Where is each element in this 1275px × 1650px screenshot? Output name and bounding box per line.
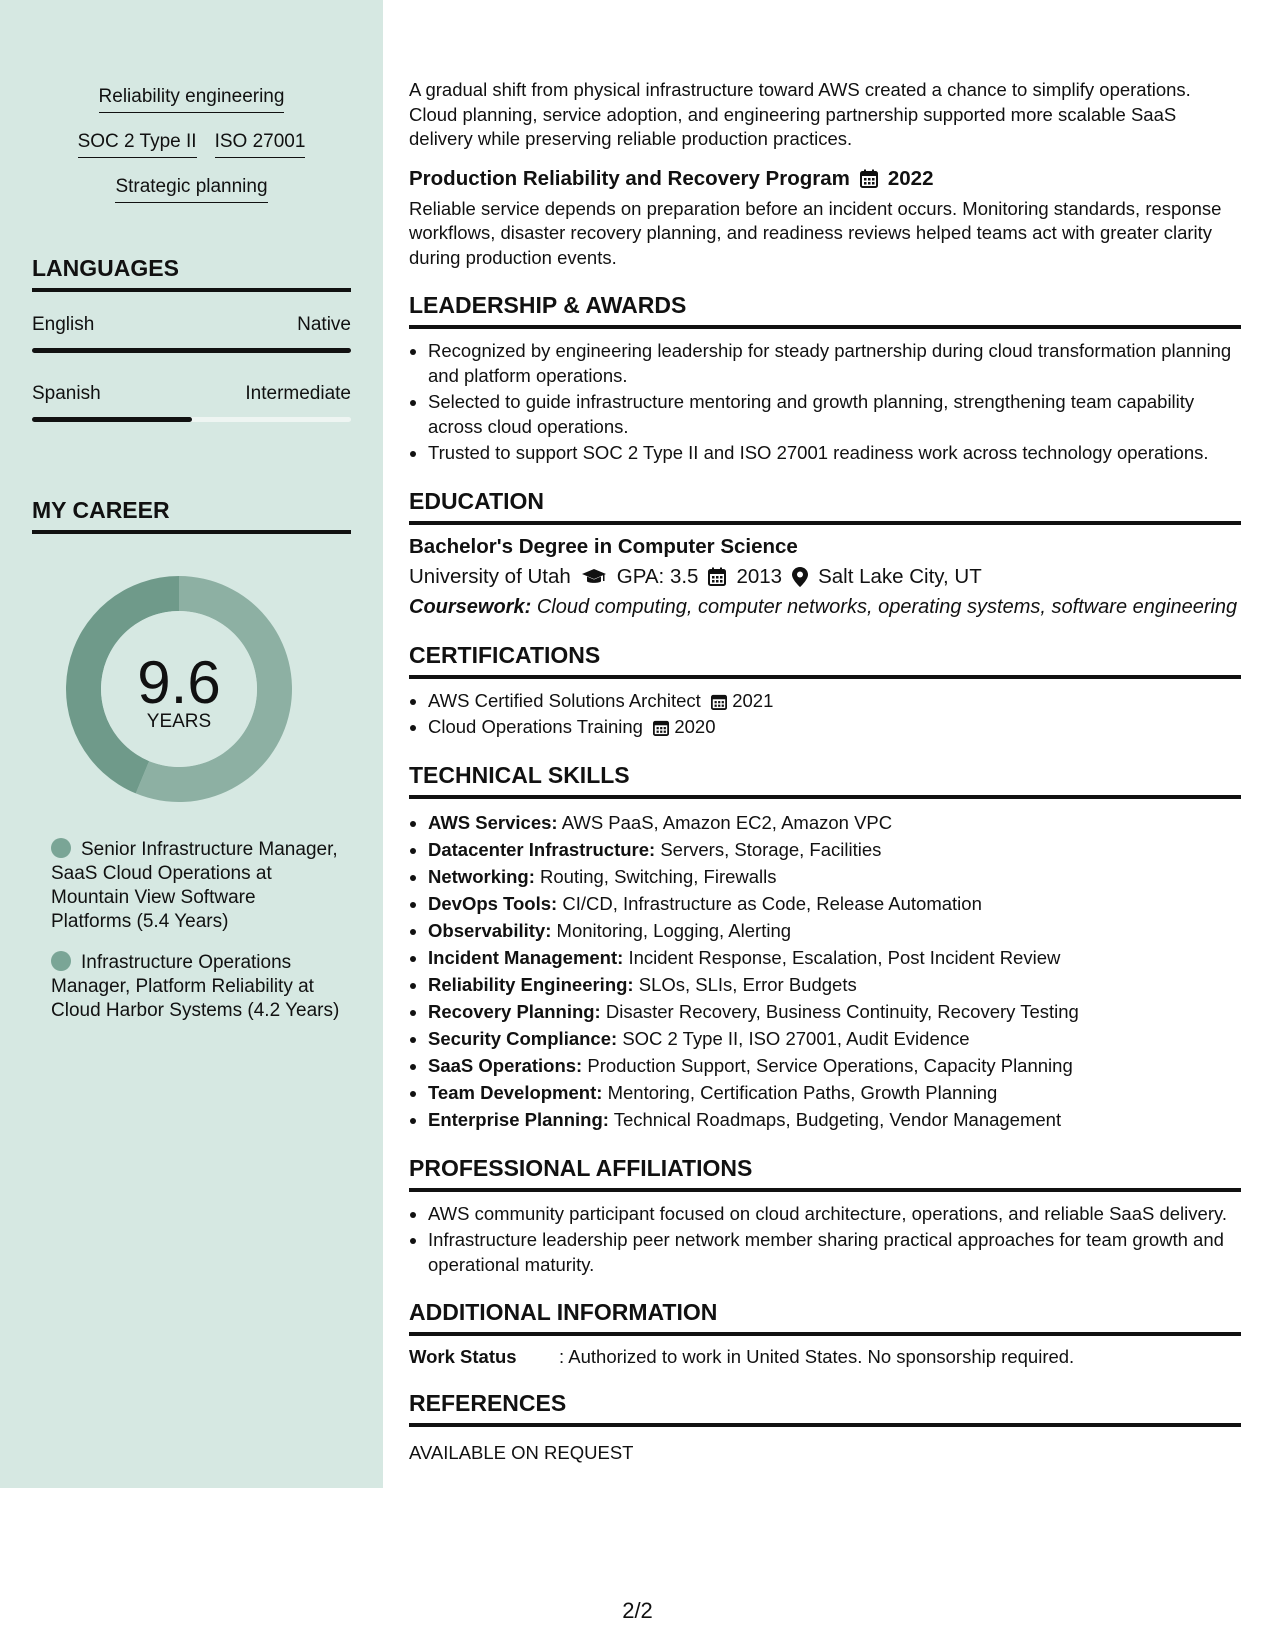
education-year: 2013	[736, 564, 783, 588]
skill-tag: Reliability engineering	[99, 86, 285, 113]
skill-value: Disaster Recovery, Business Continuity, Recovery Testing	[605, 1000, 1079, 1022]
career-heading: MY CAREER	[32, 497, 351, 534]
list-item	[428, 1106, 1241, 1133]
graduation-cap-icon	[581, 568, 607, 586]
education-location: Salt Lake City, UT	[818, 564, 982, 588]
leadership-list	[409, 339, 1241, 466]
skill-row	[32, 131, 351, 158]
list-item: • Infrastructure leadership peer network member sharing practical approaches for team growth and operational maturity.	[428, 1228, 1241, 1277]
references-heading: REFERENCES	[409, 1390, 1241, 1427]
certification-name: AWS Certified Solutions Architect	[428, 689, 701, 711]
project-year: 2022	[887, 166, 934, 190]
skill-value: AWS PaaS, Amazon EC2, Amazon VPC	[561, 811, 893, 833]
skill-tag: SOC 2 Type II	[78, 131, 197, 158]
calendar-icon	[860, 169, 878, 188]
certification-year: 2020	[674, 716, 716, 737]
language-name: Spanish	[32, 383, 101, 404]
career-dot-icon	[51, 838, 71, 858]
list-item: • Recognized by engineering leadership for steady partnership during cloud transformation planning and platform operations.	[428, 339, 1241, 388]
references-text: AVAILABLE ON REQUEST	[409, 1442, 634, 1463]
skill-value: SOC 2 Type II, ISO 27001, Audit Evidence	[622, 1027, 970, 1049]
calendar-icon	[653, 719, 669, 736]
career-item-text: Infrastructure Operations Manager, Platform Reliability at Cloud Harbor Systems (4.2 Years)	[51, 952, 340, 1021]
list-item	[428, 944, 1241, 971]
skill-label: Datacenter Infrastructure:	[428, 838, 656, 860]
language-english	[32, 314, 351, 353]
list-item	[428, 971, 1241, 998]
language-name: English	[32, 314, 95, 335]
main-content	[409, 78, 1241, 1466]
list-item	[428, 890, 1241, 917]
skill-value: Production Support, Service Operations, Capacity Planning	[587, 1054, 1073, 1076]
additional-info-heading: ADDITIONAL INFORMATION	[409, 1299, 1241, 1336]
list-item	[428, 917, 1241, 944]
certifications-list	[409, 689, 1241, 740]
coursework-label: Coursework:	[409, 595, 532, 618]
location-pin-icon	[792, 567, 808, 587]
list-item	[428, 863, 1241, 890]
career-item	[51, 838, 341, 934]
calendar-icon	[711, 693, 727, 710]
skill-label: Incident Management:	[428, 946, 624, 968]
calendar-icon	[708, 567, 726, 586]
languages-heading: LANGUAGES	[32, 255, 351, 292]
career-item-text: Senior Infrastructure Manager, SaaS Cloud Operations at Mountain View Software Platforms (5.4 Years)	[51, 839, 338, 932]
intro-paragraph: A gradual shift from physical infrastructure toward AWS created a chance to simplify operations. Cloud planning, service adoption, and engineering partnership supported more scalable SaaS delivery while preserving reliable production practices.	[409, 79, 1191, 149]
skill-row	[32, 86, 351, 113]
project-title-row	[409, 167, 1241, 191]
skill-label: AWS Services:	[428, 811, 558, 833]
education-coursework	[409, 595, 1241, 620]
list-item	[428, 1052, 1241, 1079]
skill-value: Incident Response, Escalation, Post Incident Review	[628, 946, 1061, 968]
skill-value: Servers, Storage, Facilities	[660, 838, 882, 860]
skill-label: Team Development:	[428, 1081, 603, 1103]
work-status-value: : Authorized to work in United States. No sponsorship required.	[559, 1346, 1075, 1367]
skill-value: SLOs, SLIs, Error Budgets	[638, 973, 857, 995]
skill-row	[32, 176, 351, 203]
list-item: • Trusted to support SOC 2 Type II and ISO 27001 readiness work across technology operations.	[428, 441, 1241, 466]
skill-value: Routing, Switching, Firewalls	[540, 865, 777, 887]
skills-tags	[32, 86, 351, 221]
certification-name: Cloud Operations Training	[428, 716, 643, 737]
language-bar	[32, 417, 351, 422]
list-item	[428, 689, 1241, 714]
list-item	[428, 836, 1241, 863]
project-description: Reliable service depends on preparation before an incident occurs. Monitoring standards, response workflows, disaster recovery planning, and readiness reviews helped teams act with greater clarity during production events.	[409, 197, 1222, 268]
project-title: Production Reliability and Recovery Program	[409, 166, 850, 190]
list-item: • Selected to guide infrastructure mentoring and growth planning, strengthening team capability across cloud operations.	[428, 390, 1241, 439]
page-number: 2/2	[622, 1598, 653, 1623]
education-heading: EDUCATION	[409, 488, 1241, 525]
technical-skills-heading: TECHNICAL SKILLS	[409, 762, 1241, 799]
career-total-unit: YEARS	[146, 711, 212, 732]
language-level: Intermediate	[245, 383, 351, 404]
education-degree: Bachelor's Degree in Computer Science	[409, 534, 798, 558]
work-status-label: Work Status	[409, 1346, 517, 1367]
affiliations-heading: PROFESSIONAL AFFILIATIONS	[409, 1155, 1241, 1192]
certification-year: 2021	[732, 689, 774, 711]
technical-skills-list	[409, 809, 1241, 1133]
list-item	[428, 1079, 1241, 1106]
certifications-heading: CERTIFICATIONS	[409, 642, 1241, 679]
skill-label: Recovery Planning:	[428, 1000, 601, 1022]
skill-label: Networking:	[428, 865, 535, 887]
education-gpa: GPA: 3.5	[616, 564, 699, 588]
sidebar	[0, 0, 383, 1488]
skill-tag: Strategic planning	[115, 176, 267, 203]
list-item: • AWS community participant focused on cloud architecture, operations, and reliable SaaS delivery.	[428, 1202, 1241, 1227]
career-item	[51, 951, 341, 1023]
affiliations-list	[409, 1202, 1241, 1278]
career-dot-icon	[51, 951, 71, 971]
language-bar-fill	[32, 417, 192, 422]
skill-value: CI/CD, Infrastructure as Code, Release Automation	[562, 892, 982, 914]
skill-label: Enterprise Planning:	[428, 1108, 609, 1130]
career-total-value: 9.6	[137, 649, 221, 716]
skill-label: Security Compliance:	[428, 1027, 618, 1049]
leadership-heading: LEADERSHIP & AWARDS	[409, 292, 1241, 329]
coursework-text: Cloud computing, computer networks, operating systems, software engineering	[536, 595, 1238, 618]
language-bar	[32, 348, 351, 353]
skill-label: Observability:	[428, 919, 552, 941]
work-status-row	[409, 1346, 1241, 1368]
education-school: University of Utah	[409, 564, 571, 588]
list-item	[428, 715, 1241, 740]
language-spanish	[32, 383, 351, 422]
skill-label: SaaS Operations:	[428, 1054, 583, 1076]
language-bar-fill	[32, 348, 351, 353]
list-item	[428, 998, 1241, 1025]
language-level: Native	[297, 314, 351, 335]
list-item	[428, 1025, 1241, 1052]
skill-value: Technical Roadmaps, Budgeting, Vendor Management	[613, 1108, 1062, 1130]
education-details	[409, 565, 1241, 589]
skill-tag: ISO 27001	[215, 131, 306, 158]
list-item	[428, 809, 1241, 836]
skill-value: Mentoring, Certification Paths, Growth Planning	[607, 1081, 998, 1103]
skill-label: Reliability Engineering:	[428, 973, 634, 995]
skill-value: Monitoring, Logging, Alerting	[556, 919, 792, 941]
skill-label: DevOps Tools:	[428, 892, 558, 914]
